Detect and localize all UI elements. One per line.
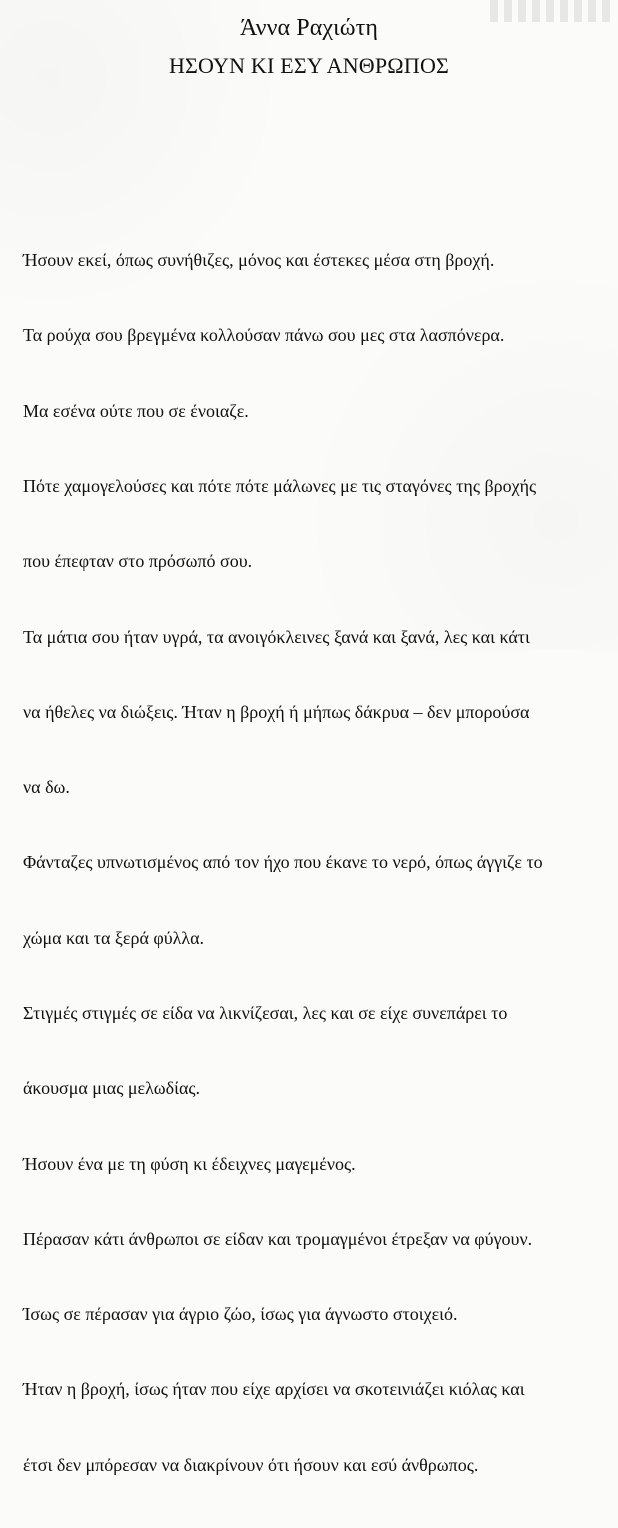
poem-line: να ήθελες να διώξεις. Ήταν η βροχή ή μήπως δάκρυα – δεν μπορούσα [23, 701, 530, 722]
poem-line: που έπεφταν στο πρόσωπό σου. [23, 551, 253, 572]
poem-line: Ήταν η βροχή, ίσως ήταν που είχε αρχίσει να σκοτεινιάζει κιόλας και [23, 1379, 525, 1400]
poem-line: Τα ρούχα σου βρεγμένα κολλούσαν πάνω σου μες στα λασπόνερα. [23, 325, 505, 346]
poem-line: Τα μάτια σου ήταν υγρά, τα ανοιγόκλεινες ξανά και ξανά, λες και κάτι [23, 626, 530, 647]
poem-line: Ίσως σε πέρασαν για άγριο ζώο, ίσως για άγνωστο στοιχειό. [23, 1304, 458, 1325]
poem-line: χώμα και τα ξερά φύλλα. [23, 927, 205, 948]
poem-line: Πέρασαν κάτι άνθρωποι σε είδαν και τρομαγμένοι έτρεξαν να φύγουν. [23, 1228, 533, 1249]
poem-line: Ήσουν ένα με τη φύση κι έδειχνες μαγεμένος. [23, 1153, 356, 1174]
poem-title: ΗΣΟΥΝ ΚΙ ΕΣΥ ΑΝΘΡΩΠΟΣ [168, 53, 450, 78]
poem-line: Φάνταζες υπνωτισμένος από τον ήχο που έκανε το νερό, όπως άγγιζε το [23, 852, 543, 873]
poem-line: Μα εσένα ούτε που σε ένοιαζε. [23, 400, 249, 421]
poem-line: Ήσουν εκεί, όπως συνήθιζες, μόνος και έστεκες μέσα στη βροχή. [23, 250, 495, 271]
poem-body [23, 198, 601, 1528]
poem-line: έτσι δεν μπόρεσαν να διακρίνουν ότι ήσουν και εσύ άνθρωπος. [23, 1454, 479, 1475]
poem-line: άκουσμα μιας μελωδίας. [23, 1078, 201, 1099]
poem-line: να δω. [23, 777, 70, 798]
author-name: Άννα Ραχιώτη [239, 15, 379, 41]
poem-line: Πότε χαμογελούσες και πότε πότε μάλωνες με τις σταγόνες της βροχής [23, 476, 537, 497]
poem-line: Στιγμές στιγμές σε είδα να λικνίζεσαι, λες και σε είχε συνεπάρει το [23, 1003, 508, 1023]
